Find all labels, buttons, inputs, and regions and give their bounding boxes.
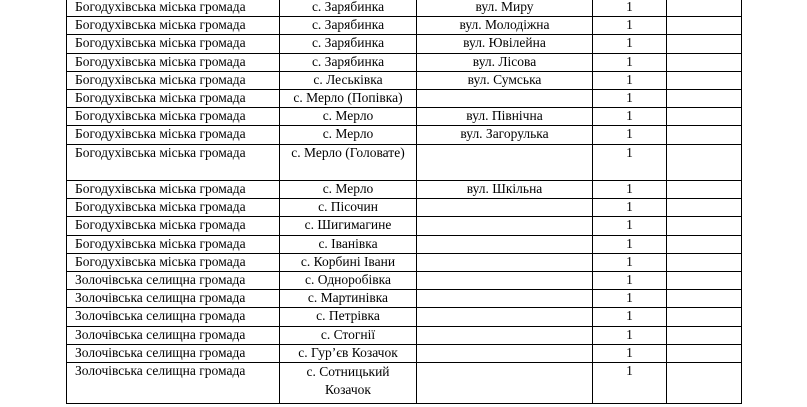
community-cell: Богодухівська міська громада — [67, 89, 280, 107]
street-cell — [417, 362, 593, 403]
street-cell: вул. Шкільна — [417, 181, 593, 199]
table-row — [67, 0, 742, 17]
community-cell: Золочівська селищна громада — [67, 290, 280, 308]
village-cell: с. Стогнії — [280, 326, 417, 344]
table-row — [67, 253, 742, 271]
community-cell: Богодухівська міська громада — [67, 253, 280, 271]
community-cell: Богодухівська міська громада — [67, 71, 280, 89]
count-cell: 1 — [593, 199, 667, 217]
count-cell: 1 — [593, 290, 667, 308]
table-row — [67, 362, 742, 403]
village-cell: с. Зарябинка — [280, 53, 417, 71]
street-cell: вул. Лісова — [417, 53, 593, 71]
street-cell: вул. Миру — [417, 0, 593, 17]
settlements-table — [66, 0, 742, 404]
community-cell: Богодухівська міська громада — [67, 217, 280, 235]
table-row — [67, 108, 742, 126]
extra-cell — [667, 126, 742, 144]
street-cell — [417, 144, 593, 181]
table-row — [67, 144, 742, 181]
extra-cell — [667, 271, 742, 289]
count-cell: 1 — [593, 271, 667, 289]
table-row — [67, 290, 742, 308]
community-cell: Золочівська селищна громада — [67, 308, 280, 326]
community-cell: Богодухівська міська громада — [67, 126, 280, 144]
village-cell: с. Мерло (Попівка) — [280, 89, 417, 107]
street-cell — [417, 271, 593, 289]
village-cell: с. Одноробівка — [280, 271, 417, 289]
table-row — [67, 89, 742, 107]
extra-cell — [667, 308, 742, 326]
extra-cell — [667, 217, 742, 235]
table-row — [67, 17, 742, 35]
community-cell: Золочівська селищна громада — [67, 271, 280, 289]
extra-cell — [667, 344, 742, 362]
table-row — [67, 181, 742, 199]
count-cell: 1 — [593, 53, 667, 71]
community-cell: Золочівська селищна громада — [67, 344, 280, 362]
extra-cell — [667, 235, 742, 253]
village-cell: с. Сотницький Козачок — [280, 362, 417, 403]
community-cell: Богодухівська міська громада — [67, 0, 280, 17]
count-cell: 1 — [593, 253, 667, 271]
village-cell: с. Гур’єв Козачок — [280, 344, 417, 362]
village-cell: с. Мерло — [280, 126, 417, 144]
count-cell: 1 — [593, 344, 667, 362]
street-cell — [417, 290, 593, 308]
community-cell: Золочівська селищна громада — [67, 326, 280, 344]
street-cell: вул. Північна — [417, 108, 593, 126]
street-cell — [417, 308, 593, 326]
village-cell: с. Леськівка — [280, 71, 417, 89]
count-cell: 1 — [593, 0, 667, 17]
community-cell: Богодухівська міська громада — [67, 199, 280, 217]
village-cell: с. Шигимагине — [280, 217, 417, 235]
street-cell — [417, 235, 593, 253]
street-cell — [417, 89, 593, 107]
community-cell: Богодухівська міська громада — [67, 53, 280, 71]
count-cell: 1 — [593, 17, 667, 35]
count-cell: 1 — [593, 35, 667, 53]
street-cell: вул. Загорулька — [417, 126, 593, 144]
extra-cell — [667, 326, 742, 344]
count-cell: 1 — [593, 89, 667, 107]
community-cell: Богодухівська міська громада — [67, 108, 280, 126]
table-row — [67, 53, 742, 71]
extra-cell — [667, 17, 742, 35]
street-cell: вул. Сумська — [417, 71, 593, 89]
village-cell: с. Мерло — [280, 108, 417, 126]
count-cell: 1 — [593, 71, 667, 89]
table-row — [67, 235, 742, 253]
table-row — [67, 271, 742, 289]
extra-cell — [667, 362, 742, 403]
count-cell: 1 — [593, 144, 667, 181]
village-cell: с. Мерло — [280, 181, 417, 199]
extra-cell — [667, 144, 742, 181]
village-cell: с. Зарябинка — [280, 0, 417, 17]
table-row — [67, 126, 742, 144]
extra-cell — [667, 35, 742, 53]
count-cell: 1 — [593, 181, 667, 199]
village-cell: с. Зарябинка — [280, 17, 417, 35]
village-cell: с. Петрівка — [280, 308, 417, 326]
count-cell: 1 — [593, 235, 667, 253]
table-row — [67, 199, 742, 217]
table-row — [67, 344, 742, 362]
street-cell — [417, 344, 593, 362]
village-cell: с. Зарябинка — [280, 35, 417, 53]
table-row — [67, 71, 742, 89]
community-cell: Богодухівська міська громада — [67, 144, 280, 181]
extra-cell — [667, 0, 742, 17]
extra-cell — [667, 199, 742, 217]
village-cell: с. Мерло (Головате) — [280, 144, 417, 181]
table-row — [67, 308, 742, 326]
street-cell — [417, 326, 593, 344]
extra-cell — [667, 53, 742, 71]
community-cell: Золочівська селищна громада — [67, 362, 280, 403]
community-cell: Богодухівська міська громада — [67, 17, 280, 35]
count-cell: 1 — [593, 308, 667, 326]
street-cell — [417, 199, 593, 217]
street-cell: вул. Ювілейна — [417, 35, 593, 53]
extra-cell — [667, 181, 742, 199]
village-cell: с. Мартинівка — [280, 290, 417, 308]
count-cell: 1 — [593, 108, 667, 126]
extra-cell — [667, 108, 742, 126]
community-cell: Богодухівська міська громада — [67, 181, 280, 199]
community-cell: Богодухівська міська громада — [67, 35, 280, 53]
count-cell: 1 — [593, 326, 667, 344]
extra-cell — [667, 89, 742, 107]
extra-cell — [667, 71, 742, 89]
community-cell: Богодухівська міська громада — [67, 235, 280, 253]
count-cell: 1 — [593, 126, 667, 144]
street-cell: вул. Молодіжна — [417, 17, 593, 35]
table-row — [67, 326, 742, 344]
street-cell — [417, 253, 593, 271]
table-row — [67, 35, 742, 53]
table-row — [67, 217, 742, 235]
count-cell: 1 — [593, 217, 667, 235]
extra-cell — [667, 290, 742, 308]
village-cell: с. Пісочин — [280, 199, 417, 217]
village-cell: с. Іванівка — [280, 235, 417, 253]
extra-cell — [667, 253, 742, 271]
count-cell: 1 — [593, 362, 667, 403]
street-cell — [417, 217, 593, 235]
village-cell: с. Корбині Івани — [280, 253, 417, 271]
